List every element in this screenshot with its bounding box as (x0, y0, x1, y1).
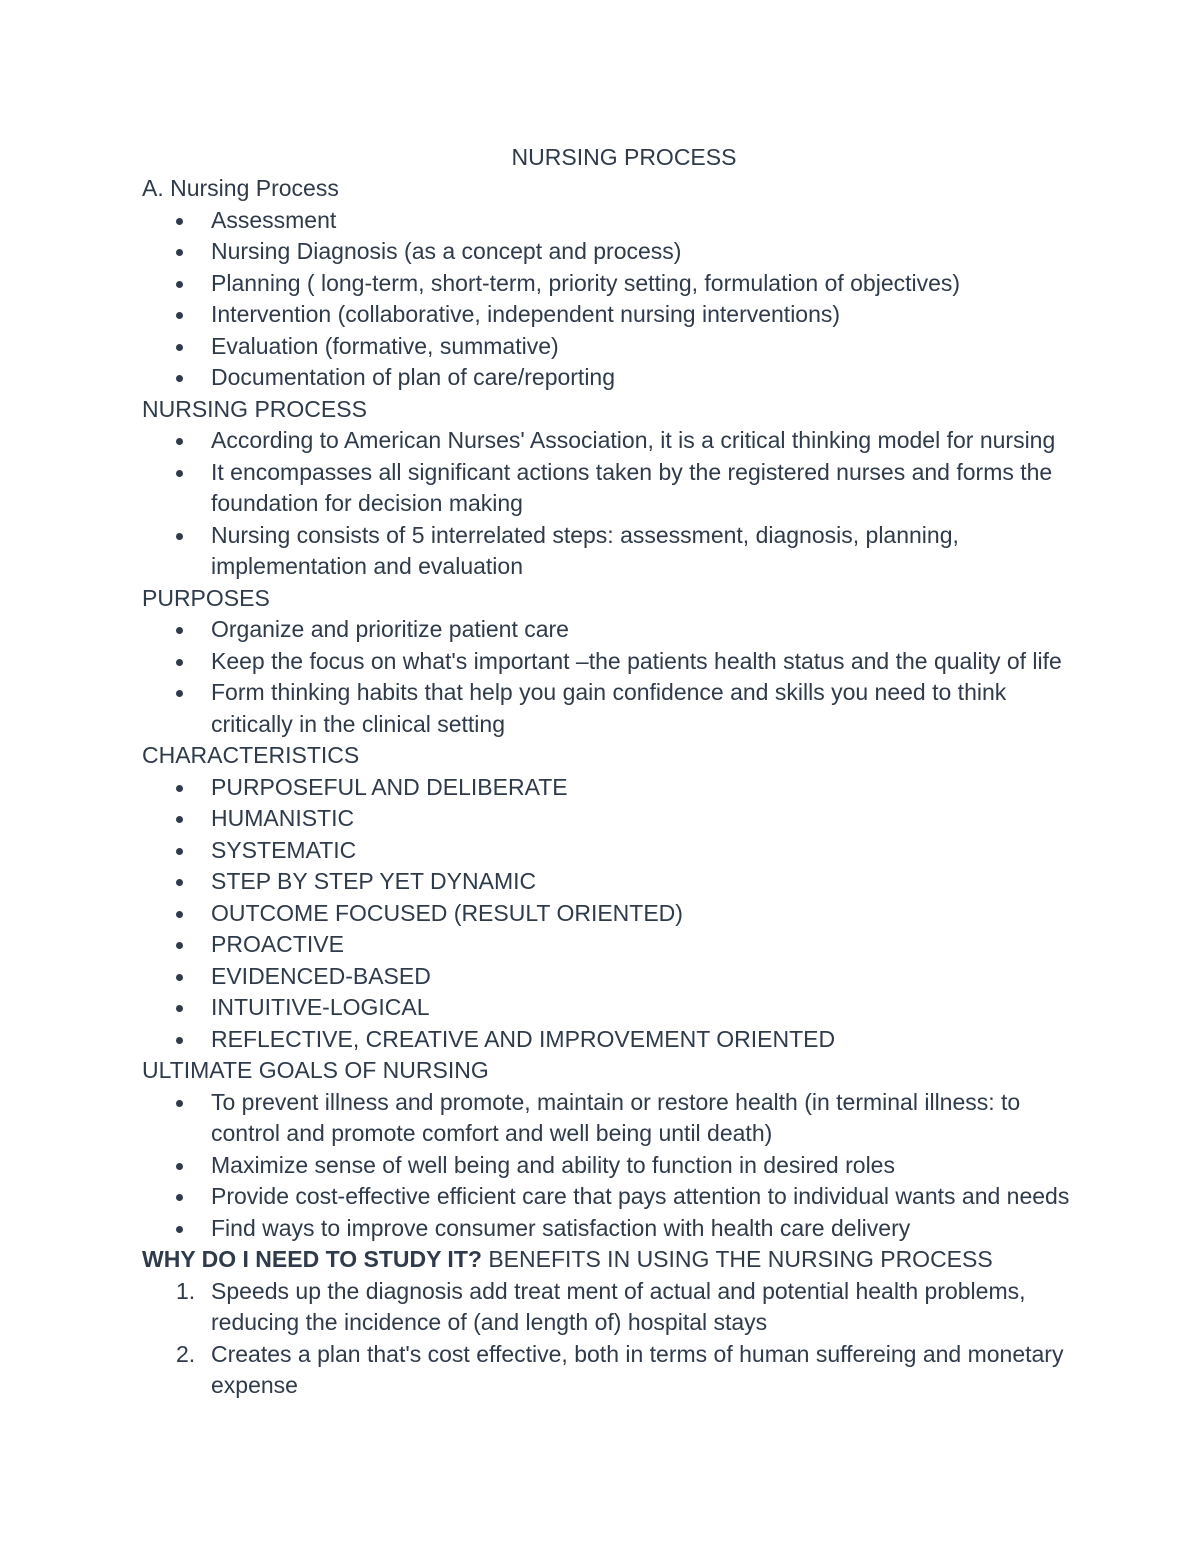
list-item: SYSTEMATIC (142, 835, 1072, 867)
list-item: Form thinking habits that help you gain confidence and skills you need to think critically in the clinical setting (142, 677, 1072, 740)
list-item: To prevent illness and promote, maintain or restore health (in terminal illness: to control and promote comfort and well being until death) (142, 1087, 1072, 1150)
section-heading: NURSING PROCESS (142, 395, 367, 422)
numbered-list (142, 1276, 1072, 1402)
benefits-heading-bold: WHY DO I NEED TO STUDY IT? (142, 1246, 482, 1272)
item-text: Creates a plan that's cost effective, both in terms of human suffereing and monetary expense (211, 1340, 1064, 1398)
list-item: Provide cost-effective efficient care that pays attention to individual wants and needs (142, 1181, 1072, 1213)
list-item: OUTCOME FOCUSED (RESULT ORIENTED) (142, 898, 1072, 930)
benefits-heading (142, 1244, 1072, 1276)
section-heading: PURPOSES (142, 584, 270, 611)
section-heading: CHARACTERISTICS (142, 742, 360, 768)
list-item: Maximize sense of well being and ability to function in desired roles (142, 1150, 1072, 1182)
list-item: Evaluation (formative, summative) (142, 331, 1072, 363)
list-item: Nursing consists of 5 interrelated steps: assessment, diagnosis, planning, implementation and evaluation (142, 520, 1072, 583)
list-item: Documentation of plan of care/reporting (142, 362, 1072, 394)
list-item: HUMANISTIC (142, 803, 1072, 835)
list-item: Assessment (142, 205, 1072, 237)
item-number: 2. (176, 1340, 196, 1367)
bullet-list (142, 1087, 1072, 1245)
section-heading: ULTIMATE GOALS OF NURSING (142, 1057, 489, 1083)
list-item: Find ways to improve consumer satisfaction with health care delivery (142, 1213, 1072, 1245)
list-item: Organize and prioritize patient care (142, 614, 1072, 646)
bullet-list (142, 205, 1072, 394)
list-item: According to American Nurses' Association, it is a critical thinking model for nursing (142, 425, 1072, 457)
list-item: It encompasses all significant actions taken by the registered nurses and forms the foundation for decision making (142, 457, 1072, 520)
list-item: STEP BY STEP YET DYNAMIC (142, 866, 1072, 898)
list-item: Planning ( long-term, short-term, priority setting, formulation of objectives) (142, 268, 1072, 300)
list-item: REFLECTIVE, CREATIVE AND IMPROVEMENT ORIENTED (142, 1024, 1072, 1056)
item-number: 1. (176, 1277, 196, 1304)
list-item: INTUITIVE-LOGICAL (142, 992, 1072, 1024)
list-item: EVIDENCED-BASED (142, 961, 1072, 993)
bullet-list (142, 425, 1072, 583)
list-item: PURPOSEFUL AND DELIBERATE (142, 772, 1072, 804)
bullet-list (142, 614, 1072, 740)
benefits-heading-rest: BENEFITS IN USING THE NURSING PROCESS (481, 1246, 993, 1272)
list-item: Nursing Diagnosis (as a concept and process) (142, 236, 1072, 268)
bullet-list (142, 772, 1072, 1056)
numbered-item (142, 1339, 1072, 1402)
list-item: Intervention (collaborative, independent nursing interventions) (142, 299, 1072, 331)
document-body (142, 141, 1072, 1402)
item-text: Speeds up the diagnosis add treat ment of actual and potential health problems, reducing the incidence of (and length of) hospital stays (211, 1277, 1026, 1335)
document-title: NURSING PROCESS (511, 144, 737, 170)
numbered-item (142, 1276, 1072, 1339)
list-item: Keep the focus on what's important –the patients health status and the quality of life (142, 646, 1072, 678)
list-item: PROACTIVE (142, 929, 1072, 961)
section-heading: A. Nursing Process (142, 175, 339, 201)
